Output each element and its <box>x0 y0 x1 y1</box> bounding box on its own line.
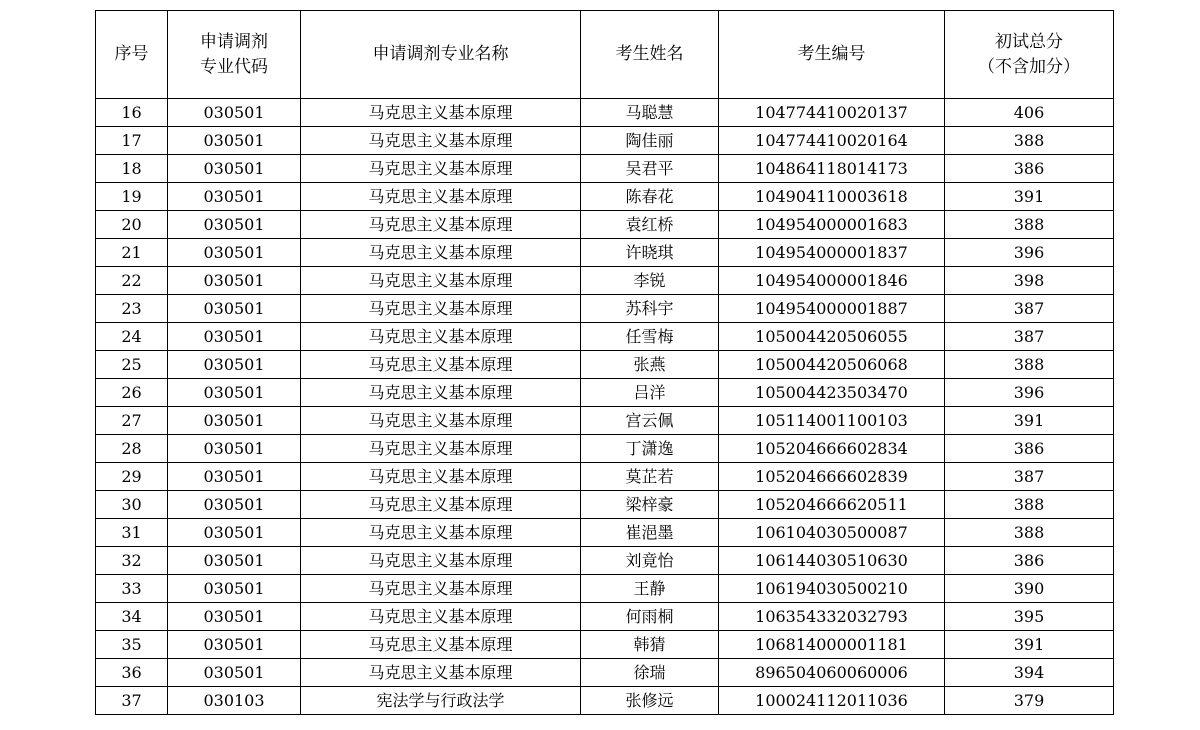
cell-preliminary-score: 388 <box>945 519 1114 547</box>
cell-candidate-name: 袁红桥 <box>581 211 719 239</box>
cell-candidate-id: 104954000001887 <box>719 295 945 323</box>
table-header-row <box>96 11 1114 99</box>
table-row <box>96 547 1114 575</box>
cell-serial-number: 22 <box>96 267 168 295</box>
cell-major-name: 马克思主义基本原理 <box>301 379 581 407</box>
cell-candidate-name: 陶佳丽 <box>581 127 719 155</box>
cell-serial-number: 19 <box>96 183 168 211</box>
cell-candidate-name: 何雨桐 <box>581 603 719 631</box>
cell-candidate-name: 丁潇逸 <box>581 435 719 463</box>
header-line: （不含加分） <box>978 56 1080 77</box>
cell-serial-number: 18 <box>96 155 168 183</box>
header-preliminary-score <box>945 11 1114 99</box>
cell-major-name: 马克思主义基本原理 <box>301 127 581 155</box>
cell-major-code: 030501 <box>168 631 301 659</box>
cell-major-code: 030501 <box>168 239 301 267</box>
cell-serial-number: 33 <box>96 575 168 603</box>
cell-preliminary-score: 398 <box>945 267 1114 295</box>
header-line: 申请调剂专业名称 <box>372 44 509 64</box>
table-body <box>96 99 1114 715</box>
table-row <box>96 631 1114 659</box>
cell-candidate-id: 896504060060006 <box>719 659 945 687</box>
cell-serial-number: 35 <box>96 631 168 659</box>
cell-candidate-id: 105004420506055 <box>719 323 945 351</box>
table-row <box>96 519 1114 547</box>
cell-major-code: 030501 <box>168 547 301 575</box>
table-row <box>96 687 1114 715</box>
table-row <box>96 407 1114 435</box>
cell-major-code: 030501 <box>168 491 301 519</box>
header-line: 申请调剂 <box>200 31 268 52</box>
cell-candidate-id: 104954000001837 <box>719 239 945 267</box>
cell-candidate-name: 张修远 <box>581 687 719 715</box>
cell-major-code: 030501 <box>168 323 301 351</box>
table-row <box>96 379 1114 407</box>
cell-major-name: 马克思主义基本原理 <box>301 659 581 687</box>
cell-serial-number: 27 <box>96 407 168 435</box>
cell-preliminary-score: 395 <box>945 603 1114 631</box>
cell-serial-number: 31 <box>96 519 168 547</box>
table-row <box>96 155 1114 183</box>
cell-candidate-name: 任雪梅 <box>581 323 719 351</box>
table-row <box>96 99 1114 127</box>
header-line: 考生编号 <box>797 44 866 64</box>
cell-major-code: 030501 <box>168 267 301 295</box>
cell-candidate-name: 莫芷若 <box>581 463 719 491</box>
cell-major-name: 马克思主义基本原理 <box>301 547 581 575</box>
cell-candidate-name: 许晓琪 <box>581 239 719 267</box>
cell-candidate-id: 105204666602834 <box>719 435 945 463</box>
cell-preliminary-score: 379 <box>945 687 1114 715</box>
header-major-name <box>301 11 581 99</box>
cell-preliminary-score: 390 <box>945 575 1114 603</box>
cell-candidate-id: 105204666602839 <box>719 463 945 491</box>
cell-major-name: 马克思主义基本原理 <box>301 99 581 127</box>
cell-major-name: 马克思主义基本原理 <box>301 267 581 295</box>
cell-serial-number: 37 <box>96 687 168 715</box>
table-row <box>96 491 1114 519</box>
cell-candidate-name: 崔浥墨 <box>581 519 719 547</box>
cell-preliminary-score: 388 <box>945 351 1114 379</box>
cell-preliminary-score: 394 <box>945 659 1114 687</box>
cell-candidate-id: 106814000001181 <box>719 631 945 659</box>
cell-candidate-id: 104864118014173 <box>719 155 945 183</box>
cell-preliminary-score: 388 <box>945 491 1114 519</box>
cell-candidate-id: 105204666620511 <box>719 491 945 519</box>
cell-serial-number: 36 <box>96 659 168 687</box>
cell-serial-number: 21 <box>96 239 168 267</box>
cell-candidate-name: 梁梓豪 <box>581 491 719 519</box>
cell-serial-number: 30 <box>96 491 168 519</box>
cell-major-code: 030501 <box>168 519 301 547</box>
cell-serial-number: 28 <box>96 435 168 463</box>
cell-major-code: 030501 <box>168 183 301 211</box>
cell-serial-number: 34 <box>96 603 168 631</box>
cell-major-name: 马克思主义基本原理 <box>301 519 581 547</box>
cell-major-name: 马克思主义基本原理 <box>301 463 581 491</box>
header-line: 考生姓名 <box>615 44 684 64</box>
header-serial-number <box>96 11 168 99</box>
cell-candidate-id: 106144030510630 <box>719 547 945 575</box>
header-line: 序号 <box>114 44 149 64</box>
table-row <box>96 603 1114 631</box>
table-row <box>96 351 1114 379</box>
cell-major-code: 030501 <box>168 295 301 323</box>
cell-candidate-name: 吴君平 <box>581 155 719 183</box>
cell-candidate-id: 104774410020137 <box>719 99 945 127</box>
cell-preliminary-score: 386 <box>945 435 1114 463</box>
cell-preliminary-score: 391 <box>945 183 1114 211</box>
cell-major-code: 030501 <box>168 127 301 155</box>
header-line: 初试总分 <box>995 31 1063 52</box>
cell-candidate-id: 105114001100103 <box>719 407 945 435</box>
cell-major-name: 马克思主义基本原理 <box>301 575 581 603</box>
cell-serial-number: 23 <box>96 295 168 323</box>
cell-major-name: 马克思主义基本原理 <box>301 603 581 631</box>
cell-candidate-id: 100024112011036 <box>719 687 945 715</box>
cell-major-code: 030501 <box>168 351 301 379</box>
adjustment-applicant-table <box>95 10 1114 715</box>
cell-preliminary-score: 386 <box>945 155 1114 183</box>
cell-serial-number: 25 <box>96 351 168 379</box>
cell-candidate-name: 苏科宇 <box>581 295 719 323</box>
cell-serial-number: 32 <box>96 547 168 575</box>
cell-preliminary-score: 387 <box>945 323 1114 351</box>
cell-preliminary-score: 391 <box>945 631 1114 659</box>
cell-major-name: 马克思主义基本原理 <box>301 435 581 463</box>
cell-serial-number: 20 <box>96 211 168 239</box>
cell-preliminary-score: 386 <box>945 547 1114 575</box>
table-row <box>96 127 1114 155</box>
cell-major-code: 030501 <box>168 211 301 239</box>
header-candidate-id <box>719 11 945 99</box>
cell-candidate-id: 104954000001683 <box>719 211 945 239</box>
cell-candidate-name: 陈春花 <box>581 183 719 211</box>
cell-candidate-id: 104774410020164 <box>719 127 945 155</box>
cell-major-name: 马克思主义基本原理 <box>301 183 581 211</box>
cell-major-name: 宪法学与行政法学 <box>301 687 581 715</box>
cell-major-name: 马克思主义基本原理 <box>301 631 581 659</box>
cell-serial-number: 26 <box>96 379 168 407</box>
cell-major-name: 马克思主义基本原理 <box>301 239 581 267</box>
table-row <box>96 659 1114 687</box>
cell-preliminary-score: 387 <box>945 463 1114 491</box>
cell-major-code: 030501 <box>168 575 301 603</box>
header-candidate-name <box>581 11 719 99</box>
cell-candidate-name: 徐瑞 <box>581 659 719 687</box>
cell-preliminary-score: 388 <box>945 211 1114 239</box>
cell-candidate-id: 105004420506068 <box>719 351 945 379</box>
cell-major-name: 马克思主义基本原理 <box>301 491 581 519</box>
cell-preliminary-score: 388 <box>945 127 1114 155</box>
cell-serial-number: 16 <box>96 99 168 127</box>
cell-candidate-id: 106194030500210 <box>719 575 945 603</box>
cell-candidate-name: 李锐 <box>581 267 719 295</box>
cell-candidate-name: 宫云佩 <box>581 407 719 435</box>
cell-major-code: 030501 <box>168 99 301 127</box>
cell-major-code: 030501 <box>168 659 301 687</box>
table-row <box>96 183 1114 211</box>
cell-major-name: 马克思主义基本原理 <box>301 351 581 379</box>
cell-major-code: 030501 <box>168 463 301 491</box>
cell-candidate-id: 104904110003618 <box>719 183 945 211</box>
cell-major-code: 030501 <box>168 435 301 463</box>
cell-major-code: 030501 <box>168 603 301 631</box>
cell-candidate-name: 张燕 <box>581 351 719 379</box>
cell-candidate-name: 刘竟怡 <box>581 547 719 575</box>
cell-candidate-name: 王静 <box>581 575 719 603</box>
cell-serial-number: 29 <box>96 463 168 491</box>
cell-major-code: 030501 <box>168 407 301 435</box>
cell-major-code: 030501 <box>168 155 301 183</box>
table-row <box>96 435 1114 463</box>
table-row <box>96 323 1114 351</box>
cell-major-name: 马克思主义基本原理 <box>301 211 581 239</box>
cell-major-code: 030103 <box>168 687 301 715</box>
cell-preliminary-score: 396 <box>945 239 1114 267</box>
cell-major-name: 马克思主义基本原理 <box>301 155 581 183</box>
cell-major-name: 马克思主义基本原理 <box>301 295 581 323</box>
cell-major-code: 030501 <box>168 379 301 407</box>
header-major-code <box>168 11 301 99</box>
table-row <box>96 463 1114 491</box>
table-row <box>96 267 1114 295</box>
cell-preliminary-score: 391 <box>945 407 1114 435</box>
cell-major-name: 马克思主义基本原理 <box>301 323 581 351</box>
table-row <box>96 575 1114 603</box>
cell-serial-number: 17 <box>96 127 168 155</box>
cell-major-name: 马克思主义基本原理 <box>301 407 581 435</box>
cell-candidate-id: 104954000001846 <box>719 267 945 295</box>
cell-candidate-name: 马聪慧 <box>581 99 719 127</box>
table-row <box>96 239 1114 267</box>
cell-preliminary-score: 387 <box>945 295 1114 323</box>
cell-serial-number: 24 <box>96 323 168 351</box>
cell-candidate-id: 105004423503470 <box>719 379 945 407</box>
cell-candidate-id: 106354332032793 <box>719 603 945 631</box>
cell-candidate-id: 106104030500087 <box>719 519 945 547</box>
header-line: 专业代码 <box>200 56 268 77</box>
cell-candidate-name: 吕洋 <box>581 379 719 407</box>
cell-preliminary-score: 396 <box>945 379 1114 407</box>
cell-candidate-name: 韩猜 <box>581 631 719 659</box>
table-row <box>96 295 1114 323</box>
cell-preliminary-score: 406 <box>945 99 1114 127</box>
table-row <box>96 211 1114 239</box>
